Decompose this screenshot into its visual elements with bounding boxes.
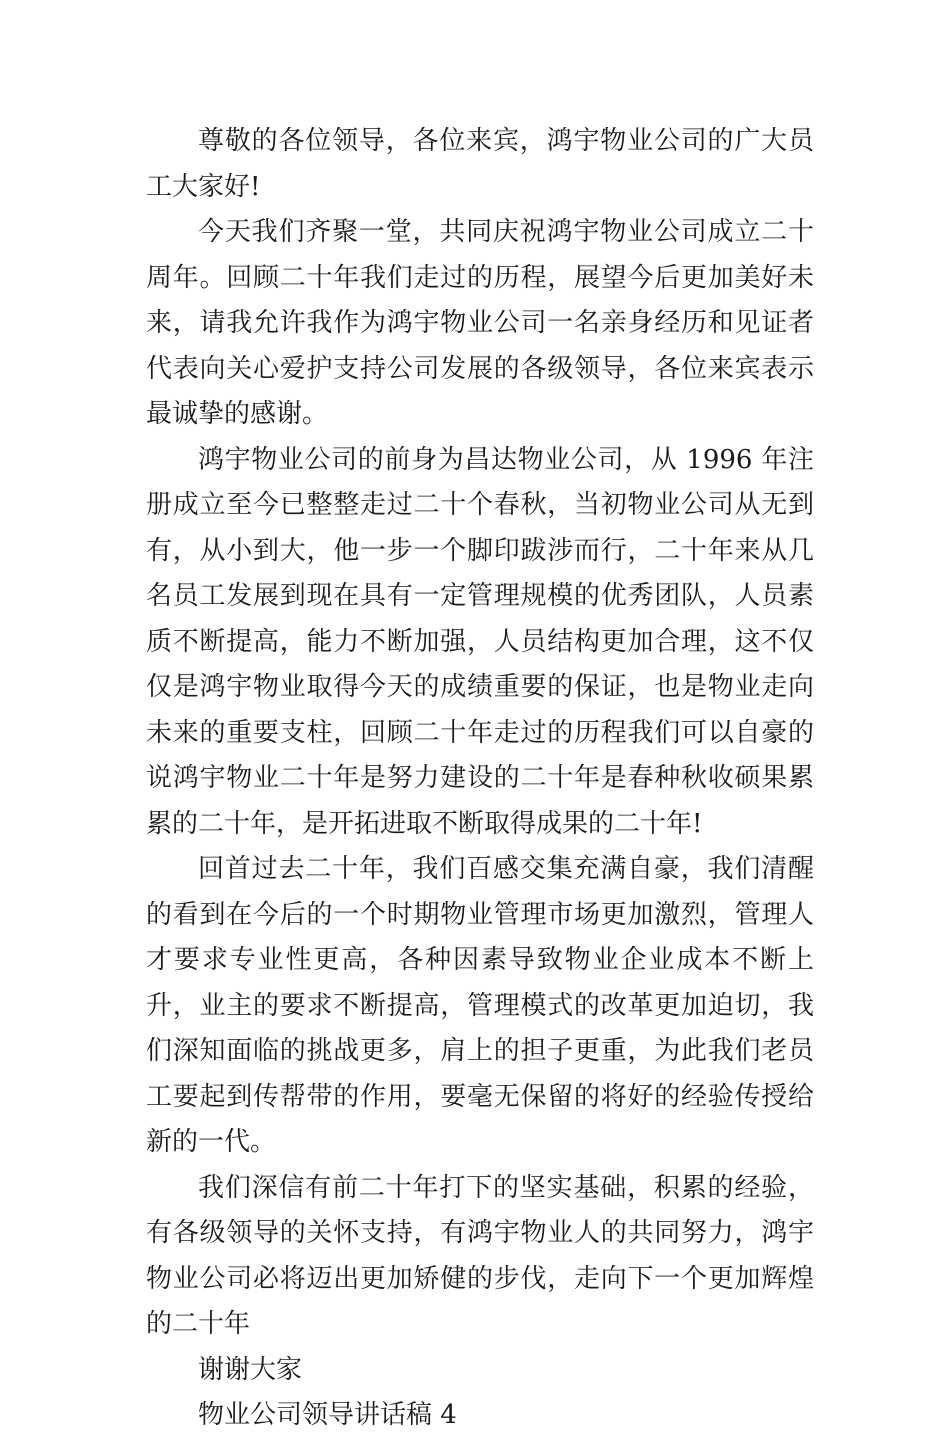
closing-thanks: 谢谢大家 bbox=[198, 1354, 303, 1385]
greeting-paragraph: 尊敬的各位领导，各位来宾，鸿宇物业公司的广大员工大家好! bbox=[146, 126, 814, 202]
outlook-paragraph: 我们深信有前二十年打下的坚实基础，积累的经验，有各级领导的关怀支持，有鸿宇物业人的共同努力，鸿宇物业公司必将迈出更加矫健的步伐，走向下一个更加辉煌的二十年 bbox=[146, 1172, 814, 1339]
next-section-heading: 物业公司领导讲话稿 4 bbox=[198, 1400, 457, 1430]
celebration-paragraph: 今天我们齐聚一堂，共同庆祝鸿宇物业公司成立二十周年。回顾二十年我们走过的历程，展望今后更加美好未来，请我允许我作为鸿宇物业公司一名亲身经历和见证者代表向关心爱护支持公司发展的各级领导，各位来宾表示最诚挚的感谢。 bbox=[146, 217, 814, 429]
challenges-paragraph: 回首过去二十年，我们百感交集充满自豪，我们清醒的看到在今后的一个时期物业管理市场更加激烈，管理人才要求专业性更高，各种因素导致物业企业成本不断上升，业主的要求不断提高，管理模式的改革更加迫切，我们深知面临的挑战更多，肩上的担子更重，为此我们老员工要起到传帮带的作用，要毫无保留的将好的经验传授给新的一代。 bbox=[146, 854, 814, 1157]
speech-body bbox=[146, 119, 814, 1439]
history-paragraph: 鸿宇物业公司的前身为昌达物业公司，从 1996 年注册成立至今已整整走过二十个春秋，当初物业公司从无到有，从小到大，他一步一个脚印跋涉而行，二十年来从几名员工发展到现在具有一定管理规模的优秀团队，人员素质不断提高，能力不断加强，人员结构更加合理，这不仅仅是鸿宇物业取得今天的成绩重要的保证，也是物业走向未来的重要支柱，回顾二十年走过的历程我们可以自豪的说鸿宇物业二十年是努力建设的二十年是春种秋收硕果累累的二十年，是开拓进取不断取得成果的二十年! bbox=[146, 444, 814, 839]
